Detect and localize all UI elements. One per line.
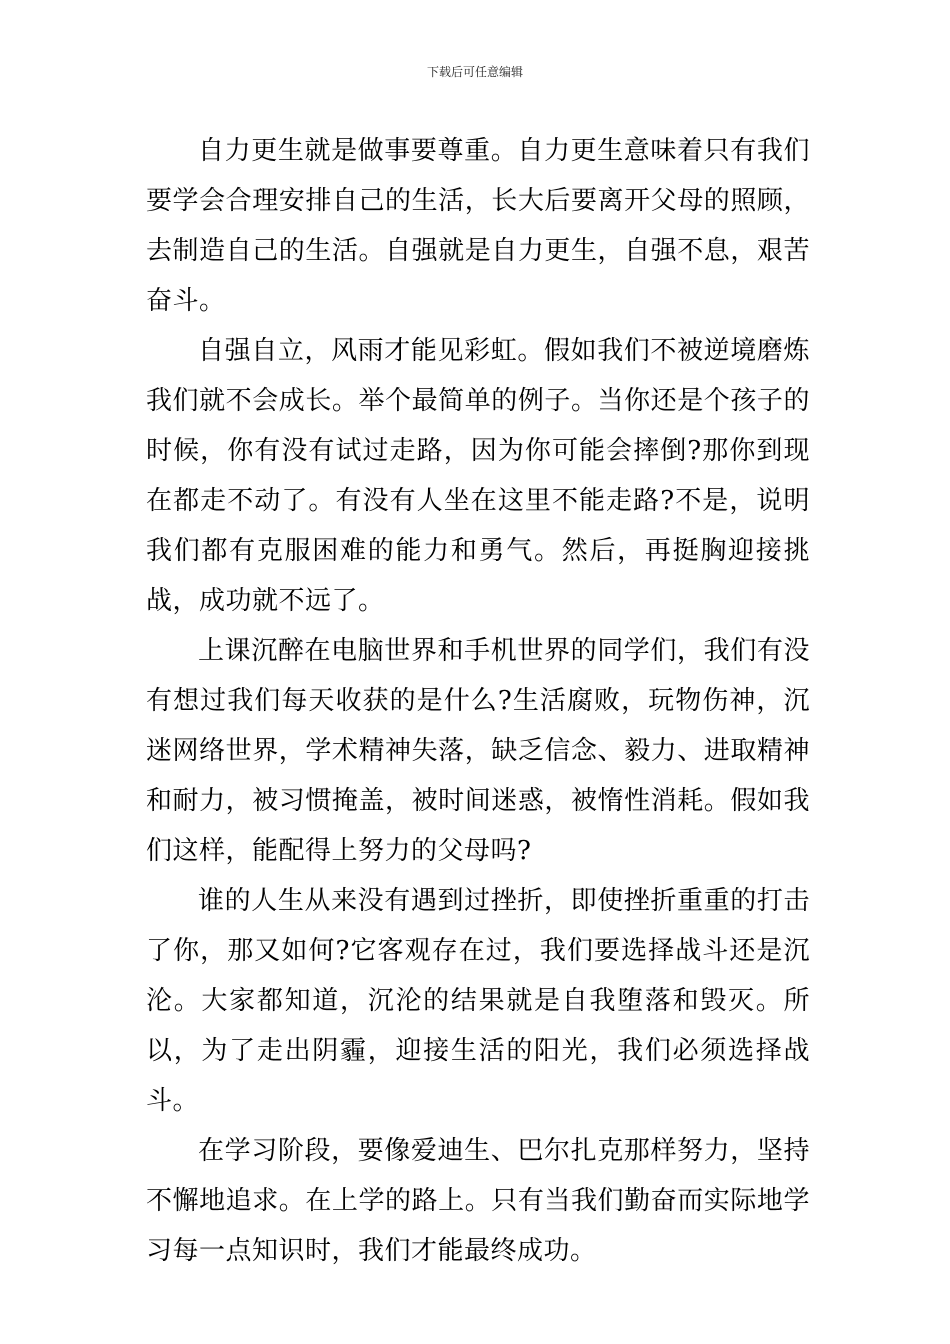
paragraph-2: 自强自立，风雨才能见彩虹。假如我们不被逆境磨炼我们就不会成长。举个最简单的例子。当你还是个孩子的时候，你有没有试过走路，因为你可能会摔倒?那你到现在都走不动了。有没有人坐在这里不能走路?不是，说明我们都有克服困难的能力和勇气。然后，再挺胸迎接挑战，成功就不远了。 bbox=[146, 336, 810, 616]
paragraph-5: 在学习阶段，要像爱迪生、巴尔扎克那样努力，坚持不懈地追求。在上学的路上。只有当我们勤奋而实际地学习每一点知识时，我们才能最终成功。 bbox=[146, 1136, 810, 1266]
page-header: 下载后可任意编辑 bbox=[426, 65, 523, 79]
document-body bbox=[146, 126, 810, 1276]
paragraph-4: 谁的人生从来没有遇到过挫折，即使挫折重重的打击了你，那又如何?它客观存在过，我们要选择战斗还是沉沦。大家都知道，沉沦的结果就是自我堕落和毁灭。所以，为了走出阴霾，迎接生活的阳光，我们必须选择战斗。 bbox=[146, 886, 810, 1116]
paragraph-1: 自力更生就是做事要尊重。自力更生意味着只有我们要学会合理安排自己的生活，长大后要离开父母的照顾，去制造自己的生活。自强就是自力更生，自强不息，艰苦奋斗。 bbox=[146, 136, 810, 316]
paragraph-3: 上课沉醉在电脑世界和手机世界的同学们，我们有没有想过我们每天收获的是什么?生活腐败，玩物伤神，沉迷网络世界，学术精神失落，缺乏信念、毅力、进取精神和耐力，被习惯掩盖，被时间迷惑，被惰性消耗。假如我们这样，能配得上努力的父母吗? bbox=[146, 636, 810, 866]
